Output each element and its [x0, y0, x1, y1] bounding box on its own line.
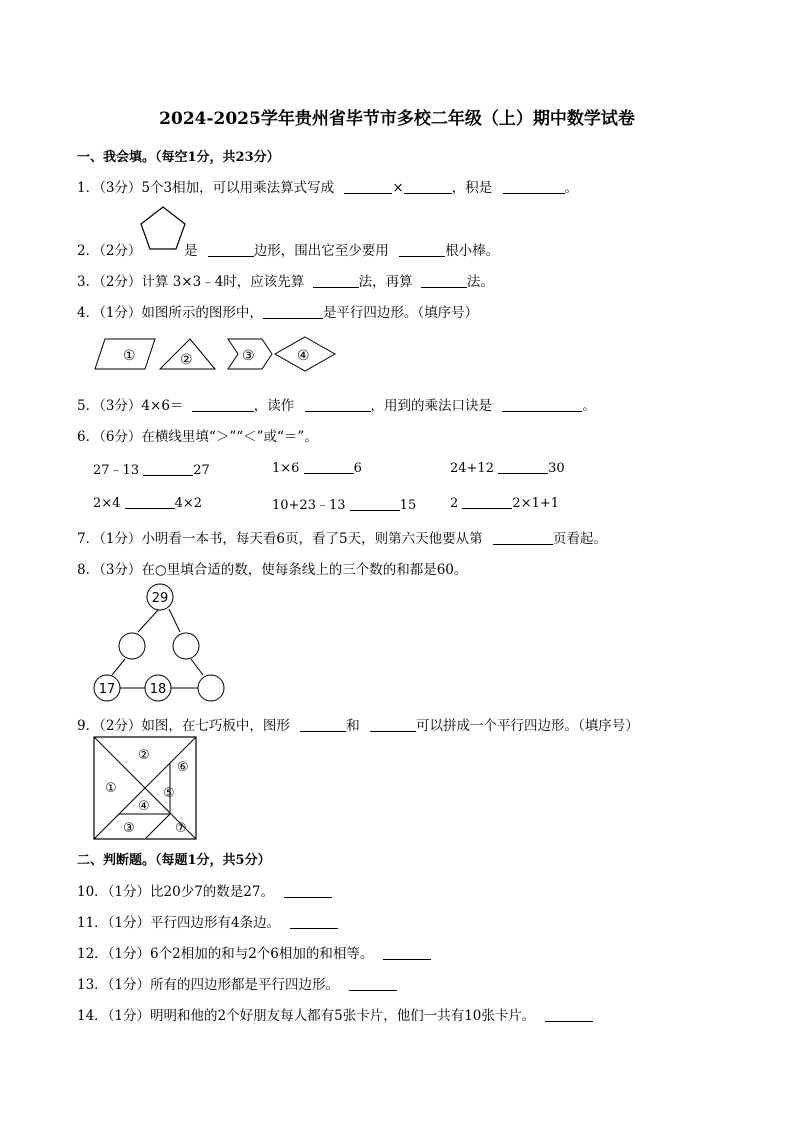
- q5-text: 5．（3分）4×6＝: [77, 398, 184, 414]
- q9-blank-2[interactable]: [370, 717, 416, 732]
- tangram-label-3: ③: [123, 821, 135, 836]
- q3-end: 法。: [466, 274, 494, 290]
- circle-bottom-right-empty[interactable]: [198, 675, 224, 701]
- q11-text: 11．（1分）平行四边形有4条边。: [77, 915, 281, 931]
- circle-bottom-middle-number: 18: [149, 682, 167, 697]
- compare-right: 4×2: [174, 496, 203, 511]
- compare-blank[interactable]: [304, 459, 354, 474]
- section-1-heading: 一、我会填。（每空1分，共23分）: [77, 150, 280, 165]
- tangram-label-2: ②: [138, 748, 150, 763]
- question-12: [77, 942, 431, 962]
- q1-blank-2[interactable]: [404, 179, 452, 194]
- compare-right: 15: [399, 498, 417, 513]
- q1-blank-3[interactable]: [503, 179, 565, 194]
- compare-blank[interactable]: [350, 496, 400, 511]
- q5-blank-2[interactable]: [305, 397, 371, 412]
- q3-text: 3．（2分）计算 3×3﹣4时，应该先算: [77, 274, 305, 290]
- section-2-heading: 二、判断题。（每题1分，共5分）: [77, 853, 271, 868]
- tangram-label-5: ⑤: [163, 786, 175, 801]
- circle-right-empty[interactable]: [173, 633, 199, 659]
- q3-blank-1[interactable]: [313, 273, 359, 288]
- q9-and: 和: [346, 718, 360, 734]
- question-10: [77, 880, 332, 900]
- q1-times: ×: [392, 180, 404, 196]
- question-13: [77, 973, 397, 993]
- q7-text: 7．（1分）小明看一本书，每天看6页，看了5天，则第六天他要从第: [77, 531, 483, 547]
- q12-text: 12．（1分）6个2相加的和与2个6相加的和相等。: [77, 946, 374, 962]
- q14-text: 14．（1分）明明和他的2个好朋友每人都有5张卡片，他们一共有10张卡片。: [77, 1008, 536, 1024]
- q4-blank[interactable]: [263, 304, 323, 319]
- q2-blank-1[interactable]: [208, 242, 254, 257]
- q4-text-2: 是平行四边形。（填序号）: [322, 305, 479, 321]
- pentagon-shape: [141, 207, 185, 249]
- question-7: [77, 527, 607, 547]
- compare-5: [272, 494, 416, 513]
- q5-end: 。: [582, 398, 596, 414]
- question-6: 6．（6分）在横线里填“＞”“＜”或“＝”。: [77, 429, 318, 445]
- compare-left: 10+23﹣13: [272, 498, 346, 513]
- q13-text: 13．（1分）所有的四边形都是平行四边形。: [77, 977, 340, 993]
- q1-blank-1[interactable]: [344, 179, 392, 194]
- q3-text-2: 法，再算: [358, 274, 413, 290]
- question-11: [77, 911, 338, 931]
- compare-left: 27﹣13: [93, 463, 140, 478]
- compare-right: 27: [193, 463, 210, 478]
- q5-read: ，读作: [253, 398, 295, 414]
- q1-end: 。: [564, 180, 579, 196]
- tangram-label-7: ⑦: [175, 821, 187, 836]
- q7-blank[interactable]: [493, 530, 553, 545]
- compare-1: [93, 459, 210, 478]
- q2-is: 是: [184, 243, 198, 259]
- tangram-label-6: ⑥: [177, 760, 189, 775]
- q1-text-2: ，积是: [451, 180, 493, 196]
- compare-3: [450, 459, 565, 476]
- question-8: 8．（3分）在○里填合适的数，使每条线上的三个数的和都是60。: [77, 562, 468, 578]
- question-5: [77, 394, 596, 414]
- compare-blank[interactable]: [143, 461, 193, 476]
- compare-6: [450, 494, 559, 511]
- compare-blank[interactable]: [125, 494, 175, 509]
- shape-label-2: ②: [180, 352, 193, 368]
- q13-blank[interactable]: [349, 976, 397, 991]
- q1-text: 1．（3分）5个3相加，可以用乘法算式写成: [77, 180, 335, 196]
- question-4: [77, 301, 478, 321]
- q11-blank[interactable]: [290, 914, 338, 929]
- tangram-label-1: ①: [105, 781, 117, 796]
- shape-label-4: ④: [297, 348, 310, 364]
- compare-2: [272, 459, 362, 476]
- shapes-figure: [90, 334, 340, 374]
- compare-blank[interactable]: [462, 494, 512, 509]
- question-3: [77, 270, 494, 290]
- q9-blank-1[interactable]: [300, 717, 346, 732]
- q9-end: 可以拼成一个平行四边形。（填序号）: [416, 718, 639, 734]
- shape-label-1: ①: [123, 348, 136, 364]
- q9-text: 9．（2分）如图，在七巧板中，图形: [77, 718, 290, 734]
- q5-blank-3[interactable]: [502, 397, 582, 412]
- q5-blank-1[interactable]: [192, 397, 254, 412]
- q7-end: 页看起。: [552, 531, 607, 547]
- q2-number: 2．（2分）: [77, 243, 142, 259]
- q2-end: 根小棒。: [445, 243, 500, 259]
- circle-left-empty[interactable]: [119, 633, 145, 659]
- q5-text-2: ，用到的乘法口诀是: [370, 398, 493, 414]
- circle-top-number: 29: [151, 591, 169, 606]
- q3-blank-2[interactable]: [421, 273, 467, 288]
- compare-blank[interactable]: [498, 459, 548, 474]
- q2-text: 边形，围出它至少要用: [253, 243, 389, 259]
- compare-left: 2×4: [93, 496, 121, 511]
- q4-text: 4．（1分）如图所示的图形中，: [77, 305, 263, 321]
- q2-blank-2[interactable]: [399, 242, 445, 257]
- compare-right: 2×1+1: [512, 496, 560, 511]
- compare-left: 2: [450, 496, 459, 511]
- question-14: [77, 1004, 593, 1024]
- triangle-circles-figure: [90, 582, 230, 706]
- compare-left: 1×6: [272, 461, 300, 476]
- q14-blank[interactable]: [545, 1007, 593, 1022]
- compare-right: 30: [548, 461, 565, 476]
- question-2: [77, 239, 141, 259]
- tangram-label-4: ④: [138, 799, 150, 814]
- shape-label-3: ③: [242, 348, 255, 364]
- question-2-rest: [184, 239, 499, 259]
- q10-blank[interactable]: [284, 883, 332, 898]
- page-title: 2024-2025学年贵州省毕节市多校二年级（上）期中数学试卷: [159, 109, 635, 129]
- tangram-figure: [93, 736, 199, 842]
- question-9: [77, 714, 639, 734]
- circle-bottom-left-number: 17: [98, 682, 116, 697]
- q10-text: 10．（1分）比20少7的数是27。: [77, 884, 274, 900]
- compare-left: 24+12: [450, 461, 494, 476]
- question-1: [77, 176, 578, 196]
- compare-4: [93, 494, 202, 511]
- compare-right: 6: [353, 461, 362, 476]
- pentagon-figure: [138, 204, 188, 252]
- q12-blank[interactable]: [383, 945, 431, 960]
